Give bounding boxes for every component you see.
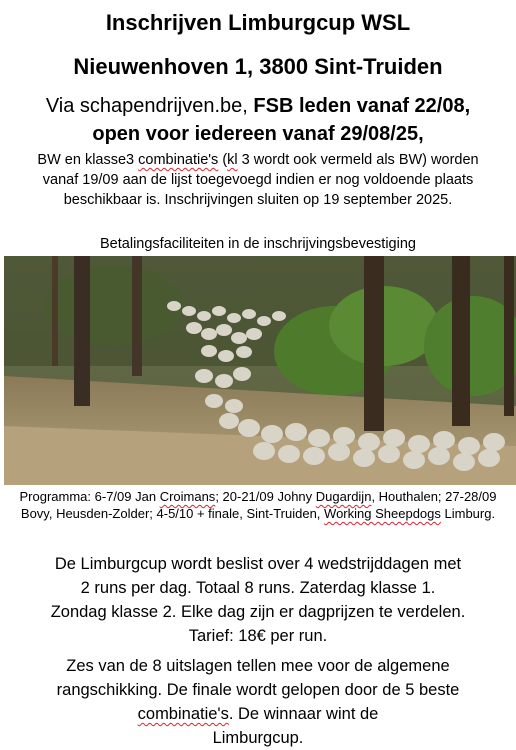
info-text: BW en klasse3 [37,152,139,168]
fsb-text: FSB leden vanaf 22/08, [253,95,471,117]
info-paragraph [0,150,516,210]
ranking-details [0,654,516,750]
program-segment: Dugardijn [315,489,372,504]
info-text: kl [227,152,238,168]
program-text [0,488,516,522]
cup-details-line: 2 runs per dag. Totaal 8 runs. Zaterdag klasse 1. [80,579,436,597]
info-text: combinatie's [138,152,219,168]
cup-details-line: Tarief: 18€ per run. [188,627,328,645]
info-line-3: beschikbaar is. Inschrijvingen sluiten op 19 september 2025. [63,192,453,208]
program-segment: Limburg. [440,506,496,521]
ranking-line: Zes van de 8 uitslagen tellen mee voor de algemene [66,657,450,675]
address: Nieuwenhoven 1, 3800 Sint-Truiden [73,54,443,79]
payment-note: Betalingsfaciliteiten in de inschrijvingsbevestiging [100,236,416,252]
cup-details [0,552,516,648]
program-segment: ; 20-21/09 Johny [215,489,316,504]
ranking-segment: . De winnaar wint de [228,705,379,723]
cup-details-line: Zondag klasse 2. Elke dag zijn er dagprijzen te verdelen. [50,603,466,621]
ranking-line: Limburgcup. [212,729,304,747]
info-text: ( [218,152,228,168]
title: Inschrijven Limburgcup WSL [105,10,411,35]
program-segment: Working Sheepdogs [324,506,441,521]
program-segment: Croimans [159,489,216,504]
open-line: open voor iedereen vanaf 29/08/25, [92,123,424,145]
ranking-line [0,702,516,726]
registration-line [0,92,516,120]
sheep-herd-photo [4,256,516,485]
ranking-line: rangschikking. De finale wordt gelopen door de 5 beste [56,681,460,699]
info-line-1 [10,150,506,170]
via-text: Via schapendrijven.be, [45,95,254,117]
info-line-2: vanaf 19/09 aan de lijst toegevoegd indien er nog voldoende plaats [42,172,474,188]
program-segment: Programma: 6-7/09 Jan [19,489,160,504]
info-text: 3 wordt ook vermeld als BW) worden [237,152,479,168]
ranking-segment: combinatie's [137,705,229,723]
cup-details-line: De Limburgcup wordt beslist over 4 wedstrijddagen met [54,555,462,573]
program-segment: , Houthalen; 27-28/09 Bovy, Heusden-Zolder; 4-5/10 + finale, Sint-Truiden, [20,489,497,521]
